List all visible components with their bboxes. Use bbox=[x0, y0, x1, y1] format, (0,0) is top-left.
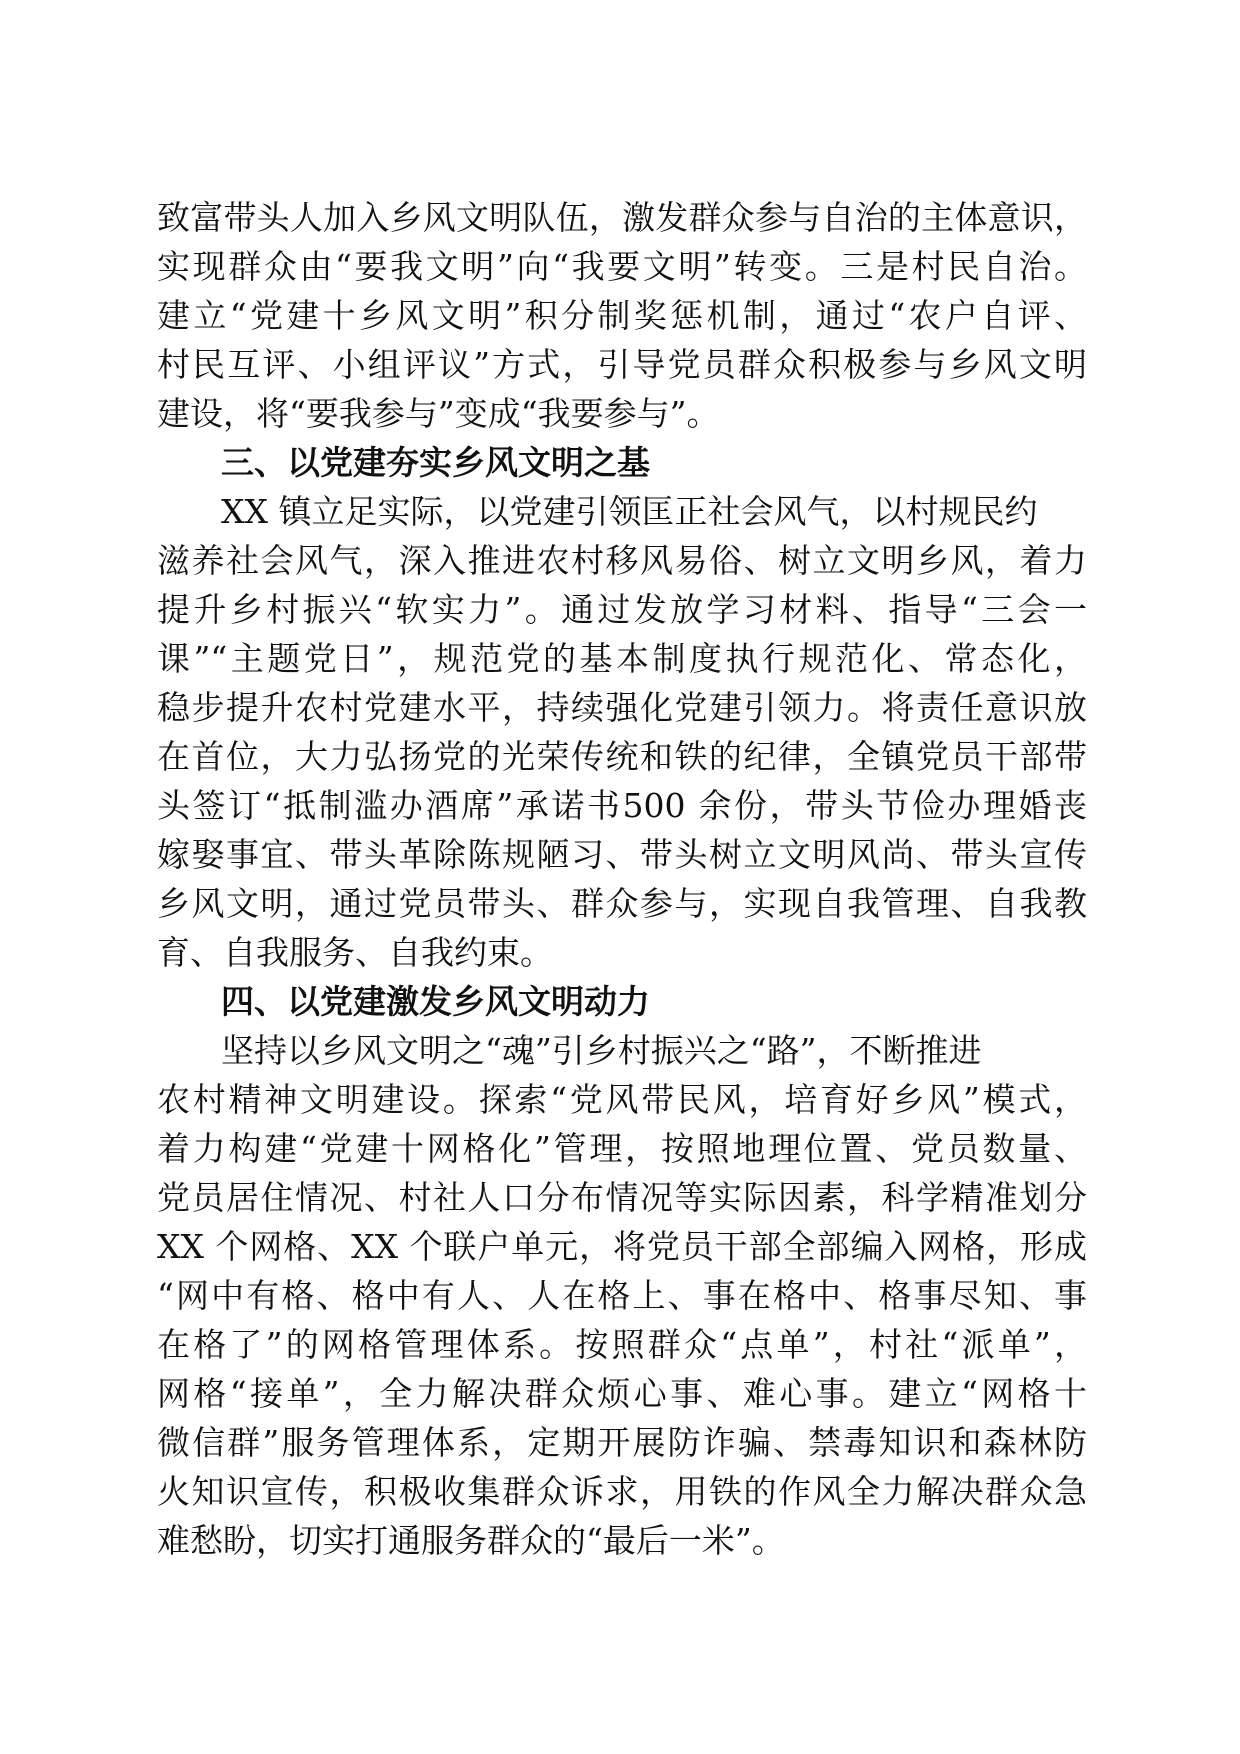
paragraph-line: 稳步提升农村党建水平，持续强化党建引领力。将责任意识放 bbox=[157, 688, 1087, 727]
paragraph-line: 头签订“抵制滥办酒席”承诺书500 余份，带头节俭办理婚丧 bbox=[157, 786, 1087, 825]
paragraph-line: 致富带头人加入乡风文明队伍，激发群众参与自治的主体意识， bbox=[157, 198, 1087, 237]
paragraph-line: 难愁盼，切实打通服务群众的“最后一米”。 bbox=[157, 1521, 785, 1560]
paragraph-line: 党员居住情况、村社人口分布情况等实际因素，科学精准划分 bbox=[157, 1178, 1087, 1217]
paragraph-line: 课”“主题党日”，规范党的基本制度执行规范化、常态化， bbox=[157, 639, 1087, 678]
section-heading-3: 三、以党建夯实乡风文明之基 bbox=[221, 443, 650, 482]
paragraph-line: 提升乡村振兴“软实力”。通过发放学习材料、指导“三会一 bbox=[157, 590, 1087, 629]
paragraph-line: 着力构建“党建十网格化”管理，按照地理位置、党员数量、 bbox=[157, 1129, 1087, 1168]
paragraph-line: 网格“接单”，全力解决群众烦心事、难心事。建立“网格十 bbox=[157, 1374, 1087, 1413]
paragraph-line: 在格了”的网格管理体系。按照群众“点单”，村社“派单”， bbox=[157, 1325, 1087, 1364]
paragraph-line: 育、自我服务、自我约束。 bbox=[157, 933, 553, 972]
paragraph-line: 火知识宣传，积极收集群众诉求，用铁的作风全力解决群众急 bbox=[157, 1472, 1087, 1511]
paragraph-line: 坚持以乡风文明之“魂”引乡村振兴之“路”，不断推进 bbox=[221, 1031, 982, 1070]
document-body bbox=[157, 193, 1087, 1565]
paragraph-line: 实现群众由“要我文明”向“我要文明”转变。三是村民自治。 bbox=[157, 247, 1087, 286]
paragraph-line: 滋养社会风气，深入推进农村移风易俗、树立文明乡风，着力 bbox=[157, 541, 1087, 580]
paragraph-line: 建立“党建十乡风文明”积分制奖惩机制，通过“农户自评、 bbox=[157, 296, 1087, 335]
section-heading-4: 四、以党建激发乡风文明动力 bbox=[221, 982, 650, 1021]
paragraph-line: 在首位，大力弘扬党的光荣传统和铁的纪律，全镇党员干部带 bbox=[157, 737, 1087, 776]
paragraph-line: 乡风文明，通过党员带头、群众参与，实现自我管理、自我教 bbox=[157, 884, 1087, 923]
paragraph-line: “网中有格、格中有人、人在格上、事在格中、格事尽知、事 bbox=[157, 1276, 1087, 1315]
paragraph-line: 建设，将“要我参与”变成“我要参与”。 bbox=[157, 394, 720, 433]
paragraph-line: XX 镇立足实际，以党建引领匡正社会风气，以村规民约 bbox=[221, 492, 1038, 531]
paragraph-line: XX 个网格、XX 个联户单元，将党员干部全部编入网格，形成 bbox=[157, 1227, 1087, 1266]
paragraph-line: 微信群”服务管理体系，定期开展防诈骗、禁毒知识和森林防 bbox=[157, 1423, 1087, 1462]
paragraph-line: 村民互评、小组评议”方式，引导党员群众积极参与乡风文明 bbox=[157, 345, 1087, 384]
paragraph-line: 嫁娶事宜、带头革除陈规陋习、带头树立文明风尚、带头宣传 bbox=[157, 835, 1087, 874]
paragraph-line: 农村精神文明建设。探索“党风带民风，培育好乡风”模式， bbox=[157, 1080, 1087, 1119]
